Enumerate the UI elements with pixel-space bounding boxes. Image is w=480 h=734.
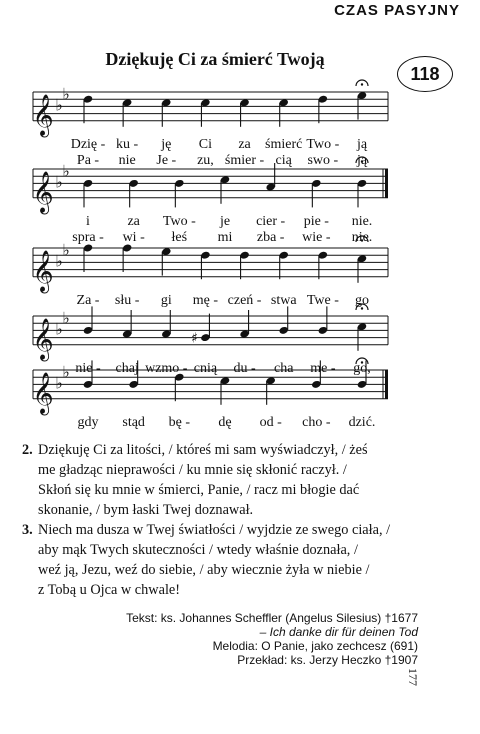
lyric-syllable: cho - [302,414,331,430]
lyric-syllable: nie - [75,360,101,376]
lyric-syllable: i [86,213,90,229]
lyric-syllable: Za - [76,292,100,308]
lyric-syllable: cha [273,360,294,376]
verse-line: Niech ma dusza w Twej światłości / wyjdzie ze swego ciała, / [38,522,391,538]
lyric-syllable: me - [310,360,336,376]
lyric-syllable: ku - [116,136,139,152]
verse-number: 3. [22,522,33,538]
treble-clef-icon: 𝄞 [32,171,54,213]
flat-icon: ♭ [62,240,70,260]
lyric-syllable: za [127,213,140,229]
verse-line: aby mąk Twych skuteczności / wtedy właśnie doznała, / [38,542,358,558]
lyric-syllable: stąd [122,414,145,430]
lyric-syllable: Je - [156,152,177,168]
flat-icon: ♭ [55,172,63,192]
hymn-title: Dziękuję Ci za śmierć Twoją [105,49,325,69]
lyric-syllable: ją [356,152,368,168]
lyric-syllable: chaj [115,360,139,376]
lyric-syllable: wi - [122,229,145,245]
lyric-syllable: czeń - [227,292,262,308]
treble-clef-icon: 𝄞 [32,372,54,414]
credit-text: Tekst: ks. Johannes Scheffler (Angelus Silesius) †1677 [126,611,418,625]
lyric-syllable: nie [118,152,136,168]
flat-icon: ♭ [62,362,70,382]
lyric-syllable: Two - [162,213,196,229]
credit-melody: Melodia: O Panie, jako zechcesz (691) [212,639,418,653]
lyric-syllable: Dzię - [70,136,106,152]
credits [126,611,418,667]
flat-icon: ♭ [55,95,63,115]
verse-line: skonanie, / bym łaski Twej doznawał. [38,502,254,518]
lyric-syllable: go [355,292,369,308]
lyric-syllable: łeś [171,229,188,245]
credit-translation: Przekład: ks. Jerzy Heczko †1907 [237,653,418,667]
lyric-syllable: stwa [270,292,297,308]
lyric-syllable: nie. [351,229,373,245]
flat-icon: ♭ [62,84,70,104]
lyric-syllable: mi [217,229,233,245]
lyric-syllable: cnią [193,360,218,376]
page-number: 177 [406,668,420,686]
verse-line: weź ją, Jezu, weź do siebie, / aby wiecznie żyła w niebie / [38,562,370,578]
verse-line: me gładząc nieprawości / ku mnie się skłonić raczył. / [38,462,347,478]
lyric-syllable: swo - [307,152,339,168]
lyric-syllable: Pa - [76,152,100,168]
flat-icon: ♭ [55,319,63,339]
verses [22,440,467,600]
lyric-syllable: gi [160,292,172,308]
lyric-syllable: za [238,136,251,152]
lyric-syllable: du - [233,360,256,376]
lyric-syllable: ją [356,136,368,152]
lyric-syllable: zu, [197,152,214,168]
lyric-syllable: od - [259,414,282,430]
lyric-syllable: słu - [114,292,140,308]
flat-icon: ♭ [55,373,63,393]
lyric-syllable: ję [161,136,172,152]
verse-line: z Tobą u Ojca w chwale! [38,582,181,598]
lyric-syllable: zba - [256,229,285,245]
sharp-icon: ♯ [191,330,198,347]
lyric-syllable: dzić. [348,414,376,430]
verse-line: Skłoń się ku mnie w śmierci, Panie, / racz mi błogie dać [38,482,360,498]
verse-number: 2. [22,442,33,458]
section-header: CZAS PASYJNY [334,2,460,19]
lyric-syllable: wie - [302,229,331,245]
lyric-syllable: cier - [256,213,286,229]
lyric-syllable: śmier - [224,152,265,168]
lyric-syllable: wzmo - [145,360,188,376]
flat-icon: ♭ [55,251,63,271]
treble-clef-icon: 𝄞 [32,250,54,292]
lyric-syllable: śmierć [265,136,303,152]
treble-clef-icon: 𝄞 [32,318,54,360]
lyric-syllable: Ci [198,136,213,152]
lyric-syllable: nie. [351,213,373,229]
lyric-syllable: Two - [306,136,340,152]
lyric-syllable: dę [218,414,232,430]
credit-original-title: – Ich danke dir für deinen Tod [259,625,418,639]
lyric-syllable: mę - [192,292,219,308]
lyric-syllable: gdy [77,414,99,430]
lyric-syllable: Twe - [306,292,339,308]
lyric-syllable: go, [353,360,371,376]
flat-icon: ♭ [62,308,70,328]
treble-clef-icon: 𝄞 [32,94,54,136]
verse-3 [22,520,467,600]
lyric-syllable: cią [275,152,292,168]
lyric-syllable: je [219,213,231,229]
verse-2 [22,440,467,520]
hymn-number-badge: 118 [397,56,453,92]
flat-icon: ♭ [62,161,70,181]
lyric-syllable: pie - [303,213,329,229]
lyric-syllable: spra - [72,229,104,245]
verse-line: Dziękuję Ci za litości, / któreś mi sam wyświadczył, / żeś [38,442,368,458]
lyric-syllable: bę - [168,414,191,430]
fermata-dot [361,83,363,85]
